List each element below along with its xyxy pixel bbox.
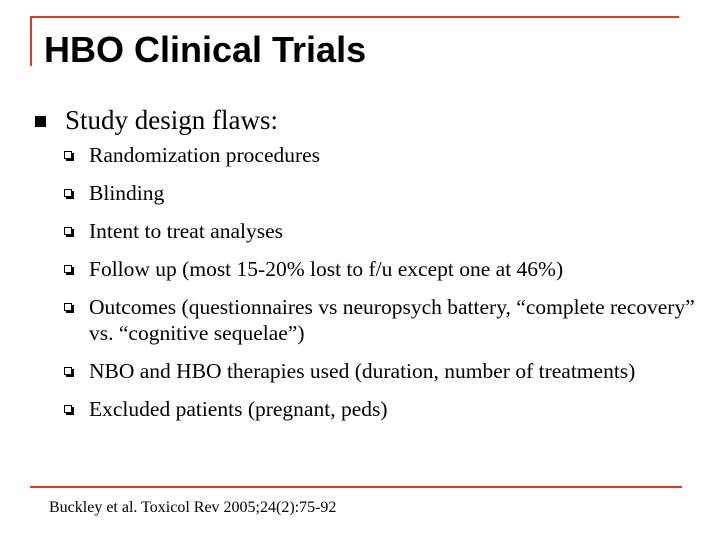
hollow-square-bullet-icon: [64, 405, 72, 413]
main-bullet-text: Study design flaws:: [65, 105, 278, 135]
sub-bullet-text: Blinding: [89, 181, 165, 205]
hollow-square-bullet-icon: [64, 367, 72, 375]
hollow-square-bullet-icon: [64, 303, 72, 311]
hollow-square-bullet-icon: [64, 265, 72, 273]
citation-text: Buckley et al. Toxicol Rev 2005;24(2):75-92: [49, 499, 337, 516]
sub-bullet-item: [64, 219, 704, 245]
main-bullet-item: [35, 102, 278, 138]
sub-bullet-text: Intent to treat analyses: [89, 219, 284, 243]
sub-bullet-item: [64, 397, 704, 423]
hollow-square-bullet-icon: [64, 189, 72, 197]
slide-title: HBO Clinical Trials: [44, 29, 367, 70]
hollow-square-bullet-icon: [64, 227, 72, 235]
sub-bullet-item: [64, 181, 704, 207]
sub-bullet-list: [64, 143, 704, 422]
sub-bullet-text: Outcomes (questionnaires vs neuropsych battery, “complete recovery” vs. “cognitive sequelae”): [89, 295, 695, 345]
sub-bullet-text: Follow up (most 15-20% lost to f/u except one at 46%): [89, 257, 564, 281]
sub-bullet-text: Excluded patients (pregnant, peds): [89, 396, 388, 421]
sub-bullet-item: [64, 257, 704, 283]
sub-bullet-item: [64, 359, 704, 385]
sub-bullet-item: [64, 295, 704, 346]
filled-square-bullet-icon: [35, 116, 46, 127]
sub-bullet-text: NBO and HBO therapies used (duration, number of treatments): [89, 358, 636, 383]
footer-rule: [30, 486, 682, 488]
sub-bullet-item: [64, 143, 704, 169]
title-frame-top-rule: [30, 16, 679, 18]
sub-bullet-text: Randomization procedures: [89, 143, 321, 167]
title-frame-left-rule: [30, 16, 32, 66]
hollow-square-bullet-icon: [64, 151, 72, 159]
